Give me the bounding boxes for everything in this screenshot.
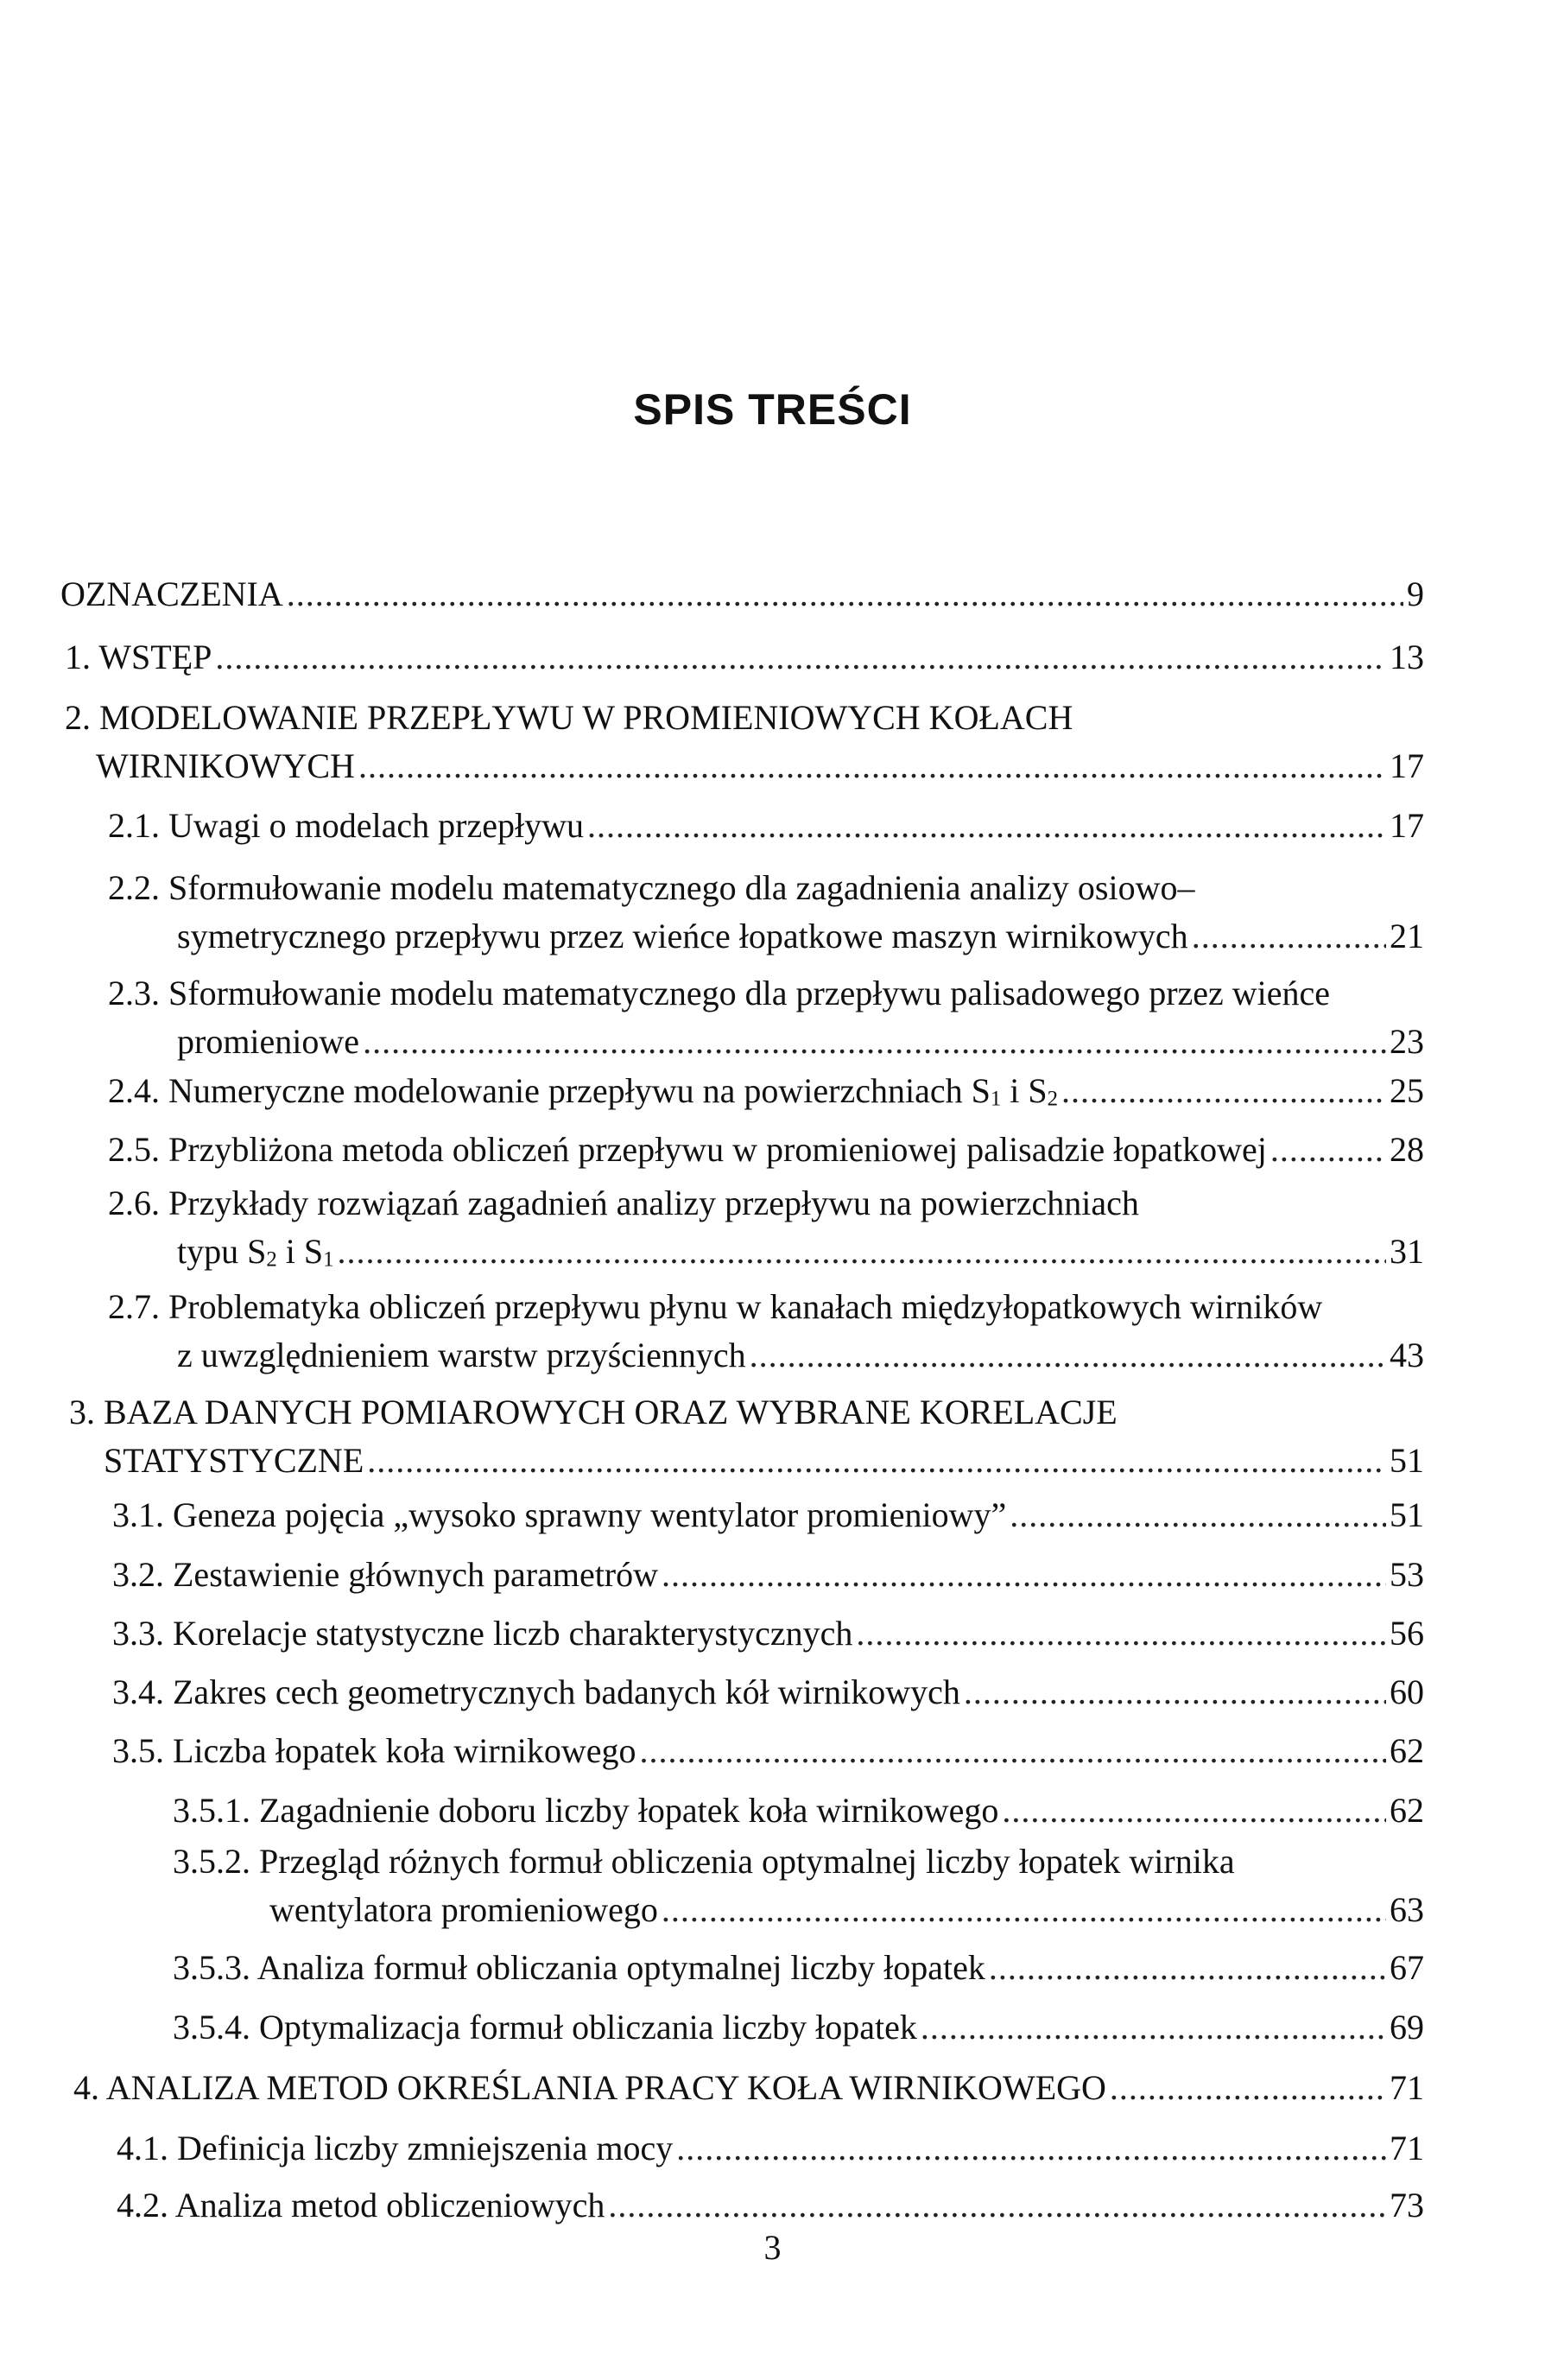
toc-entry[interactable] bbox=[73, 2064, 1424, 2112]
toc-entry-page: 56 bbox=[1390, 1614, 1424, 1653]
leader-dots bbox=[1061, 1067, 1386, 1115]
toc-entry-page: 28 bbox=[1390, 1130, 1424, 1169]
toc-entry-title: 2. MODELOWANIE PRZEPŁYWU W PROMIENIOWYCH KOŁACH bbox=[65, 698, 1073, 737]
page-number: 3 bbox=[763, 2228, 782, 2267]
toc-entry-title-continued: typu $S_2$ i $S_1$ bbox=[177, 1232, 334, 1272]
toc-entry-title: 3.3. Korelacje statystyczne liczb charakterystycznych bbox=[112, 1614, 853, 1653]
toc-entry[interactable] bbox=[112, 1668, 1424, 1717]
toc-entry-title: 2.2. Sformułowanie modelu matematycznego dla zagadnienia analizy osiowo– bbox=[108, 868, 1195, 907]
toc-entry-title: 2.1. Uwagi o modelach przepływu bbox=[108, 806, 584, 845]
toc-entry[interactable] bbox=[108, 1283, 1424, 1380]
toc-entry-page: 51 bbox=[1390, 1495, 1424, 1534]
toc-entry-page: 51 bbox=[1390, 1441, 1424, 1480]
toc-entry-title: 2.7. Problematyka obliczeń przepływu płynu w kanałach międzyłopatkowych wirników bbox=[108, 1287, 1323, 1326]
leader-dots bbox=[1270, 1126, 1386, 1174]
leader-dots bbox=[750, 1331, 1386, 1380]
toc-entry-title: 3.4. Zakres cech geometrycznych badanych kół wirnikowych bbox=[112, 1672, 960, 1711]
leader-dots bbox=[964, 1668, 1386, 1717]
toc-entry[interactable] bbox=[173, 1837, 1424, 1934]
toc-entry[interactable] bbox=[112, 1551, 1424, 1599]
leader-dots bbox=[856, 1609, 1386, 1658]
toc-entry-title: 2.6. Przykłady rozwiązań zagadnień analizy przepływu na powierzchniach bbox=[108, 1184, 1139, 1222]
toc-entry[interactable] bbox=[65, 694, 1424, 790]
toc-entry-page: 73 bbox=[1390, 2186, 1424, 2225]
toc-entry-title: 4.2. Analiza metod obliczeniowych bbox=[117, 2186, 605, 2225]
leader-dots bbox=[287, 570, 1403, 619]
toc-entry-page: 63 bbox=[1390, 1890, 1424, 1929]
toc-entry-page: 71 bbox=[1390, 2068, 1424, 2107]
toc-entry[interactable] bbox=[65, 633, 1424, 682]
toc-entry-page: 53 bbox=[1390, 1555, 1424, 1594]
leader-dots bbox=[215, 633, 1386, 682]
toc-entry[interactable] bbox=[108, 864, 1424, 961]
leader-dots bbox=[989, 1944, 1386, 1992]
toc-entry-title: OZNACZENIA bbox=[60, 574, 283, 613]
toc-entry[interactable] bbox=[112, 1609, 1424, 1658]
toc-entry-title: 3.5.4. Optymalizacja formuł obliczania liczby łopatek bbox=[173, 2008, 917, 2047]
toc-entry-title: 2.5. Przybliżona metoda obliczeń przepływu w promieniowej palisadzie łopatkowej bbox=[108, 1130, 1267, 1169]
toc-entry-page: 23 bbox=[1390, 1022, 1424, 1061]
page-title: SPIS TREŚCI bbox=[633, 385, 912, 434]
toc-entry-page: 60 bbox=[1390, 1672, 1424, 1711]
toc-entry-title: 2.3. Sformułowanie modelu matematycznego dla przepływu palisadowego przez wieńce bbox=[108, 974, 1331, 1012]
toc-entry-page: 17 bbox=[1390, 806, 1424, 845]
toc-entry-page: 31 bbox=[1390, 1232, 1424, 1271]
leader-dots bbox=[921, 2003, 1386, 2052]
toc-entry-page: 43 bbox=[1390, 1336, 1424, 1374]
toc-entry-title: 3.2. Zestawienie głównych parametrów bbox=[112, 1555, 659, 1594]
toc-entry-page: 25 bbox=[1390, 1071, 1424, 1110]
toc-entry-title: 4.1. Definicja liczby zmniejszenia mocy bbox=[117, 2129, 674, 2167]
toc-entry[interactable] bbox=[173, 1787, 1424, 1835]
leader-dots bbox=[662, 1886, 1386, 1934]
toc-entry[interactable] bbox=[173, 1944, 1424, 1992]
toc-entry-title-continued: STATYSTYCZNE bbox=[104, 1441, 364, 1480]
leader-dots bbox=[338, 1228, 1386, 1276]
toc-entry-page: 67 bbox=[1390, 1948, 1424, 1987]
toc-entry[interactable] bbox=[108, 1126, 1424, 1174]
toc-entry-page: 62 bbox=[1390, 1791, 1424, 1830]
leader-dots bbox=[676, 2124, 1386, 2173]
toc-entry-title: 3. BAZA DANYCH POMIAROWYCH ORAZ WYBRANE KORELACJE bbox=[69, 1393, 1118, 1431]
leader-dots bbox=[1010, 1491, 1386, 1539]
toc-entry-title-continued: WIRNIKOWYCH bbox=[96, 746, 355, 785]
toc-entry[interactable] bbox=[108, 969, 1424, 1066]
toc-entry[interactable] bbox=[112, 1727, 1424, 1775]
leader-dots bbox=[639, 1727, 1386, 1775]
toc-entry[interactable] bbox=[117, 2181, 1424, 2230]
toc-entry-page: 13 bbox=[1390, 638, 1424, 676]
leader-dots bbox=[1002, 1787, 1386, 1835]
leader-dots bbox=[587, 802, 1386, 850]
toc-entry[interactable] bbox=[117, 2124, 1424, 2173]
toc-entry-title: 1. WSTĘP bbox=[65, 638, 212, 676]
toc-entry-title-continued: z uwzględnieniem warstw przyściennych bbox=[177, 1336, 746, 1374]
toc-entry-title-continued: wentylatora promieniowego bbox=[269, 1890, 658, 1929]
leader-dots bbox=[358, 742, 1386, 790]
leader-dots bbox=[662, 1551, 1386, 1599]
toc-entry-title: 2.4. Numeryczne modelowanie przepływu na powierzchniach $S_1$ i $S_2$ bbox=[108, 1071, 1059, 1111]
toc-entry-title-continued: symetrycznego przepływu przez wieńce łopatkowe maszyn wirnikowych bbox=[177, 917, 1188, 955]
toc-entry[interactable] bbox=[108, 1179, 1424, 1276]
toc-entry-page: 69 bbox=[1390, 2008, 1424, 2047]
toc-entry[interactable] bbox=[112, 1491, 1424, 1539]
toc-entry[interactable] bbox=[173, 2003, 1424, 2052]
toc-entry-page: 9 bbox=[1407, 574, 1424, 613]
toc-entry-title: 3.5.3. Analiza formuł obliczania optymalnej liczby łopatek bbox=[173, 1948, 985, 1987]
toc-entry-page: 17 bbox=[1390, 746, 1424, 785]
toc-entry[interactable] bbox=[69, 1388, 1424, 1485]
toc-entry[interactable] bbox=[108, 1067, 1424, 1115]
toc-entry[interactable] bbox=[60, 570, 1424, 619]
toc-entry-page: 21 bbox=[1390, 917, 1424, 955]
toc-entry-title: 3.5. Liczba łopatek koła wirnikowego bbox=[112, 1731, 636, 1770]
leader-dots bbox=[608, 2181, 1386, 2230]
toc-entry[interactable] bbox=[108, 802, 1424, 850]
toc-entry-title: 3.1. Geneza pojęcia „wysoko sprawny wentylator promieniowy” bbox=[112, 1495, 1007, 1534]
toc-entry-title: 3.5.2. Przegląd różnych formuł obliczenia optymalnej liczby łopatek wirnika bbox=[173, 1842, 1235, 1881]
toc-entry-title: 3.5.1. Zagadnienie doboru liczby łopatek koła wirnikowego bbox=[173, 1791, 999, 1830]
leader-dots bbox=[1192, 912, 1386, 961]
leader-dots bbox=[363, 1018, 1386, 1066]
toc-entry-page: 71 bbox=[1390, 2129, 1424, 2167]
toc-entry-title-continued: promieniowe bbox=[177, 1022, 360, 1061]
toc-entry-page: 62 bbox=[1390, 1731, 1424, 1770]
leader-dots bbox=[1110, 2064, 1386, 2112]
toc-entry-title: 4. ANALIZA METOD OKREŚLANIA PRACY KOŁA WIRNIKOWEGO bbox=[73, 2068, 1106, 2107]
leader-dots bbox=[367, 1437, 1386, 1485]
